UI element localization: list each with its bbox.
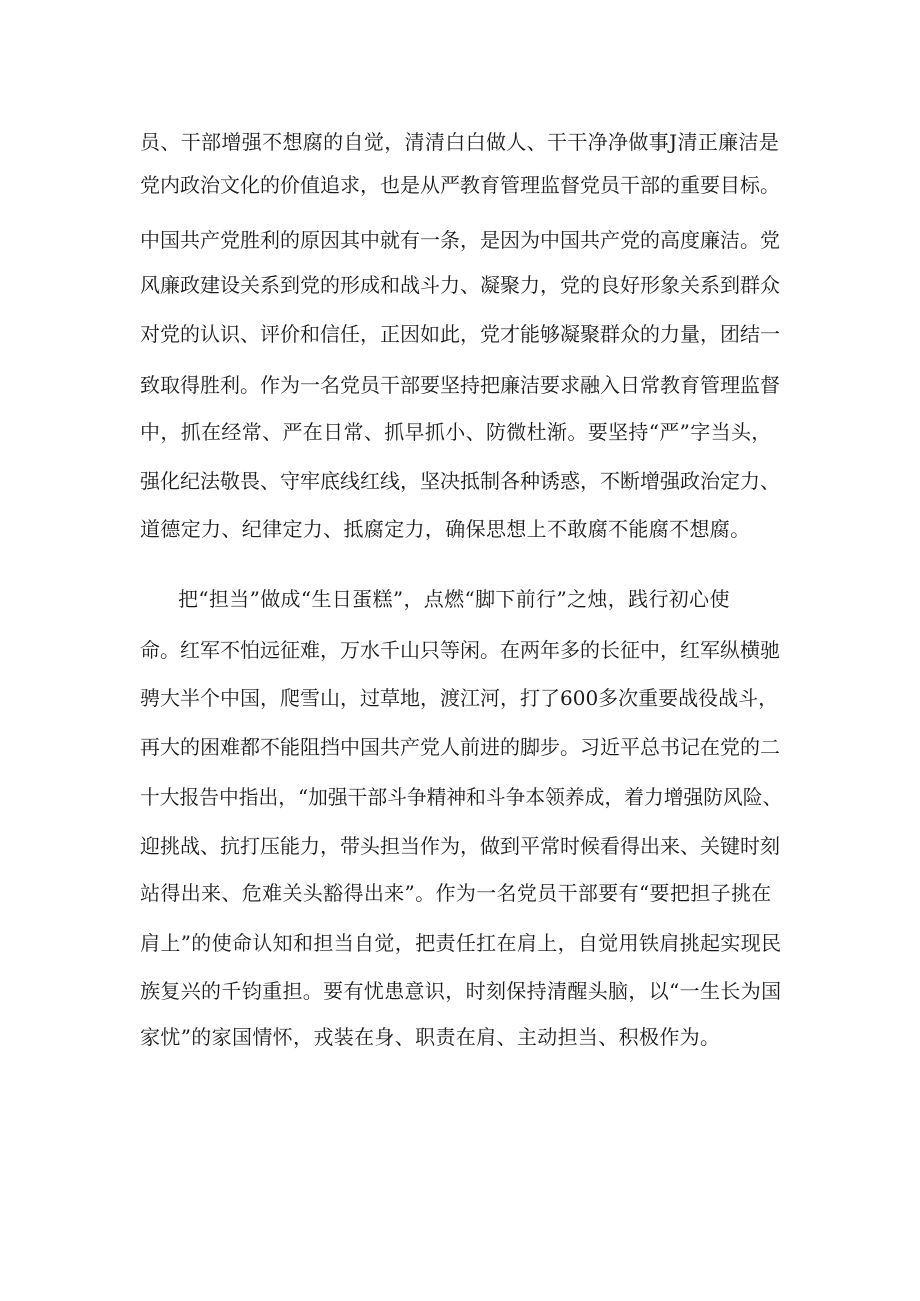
text-line: 中，抓在经常、严在日常、抓早抓小、防微杜渐。要坚持“严”字当头， xyxy=(140,420,772,444)
text-line: 对党的认识、评价和信任，正因如此，党才能够凝聚群众的力量，团结一 xyxy=(140,322,780,346)
text-line: 命。红军不怕远征难，万水千山只等闲。在两年多的长征中，红军纵横驰 xyxy=(140,638,780,662)
text-line: 党内政治文化的价值追求，也是从严教育管理监督党员干部的重要目标。 xyxy=(140,173,780,197)
text-line: 站得出来、危难关头豁得出来”。作为一名党员干部要有“要把担子挑在 xyxy=(140,881,772,905)
text-line: 家忧”的家国情怀，戎装在身、职责在肩、主动担当、积极作为。 xyxy=(140,1025,721,1049)
text-line: 强化纪法敬畏、守牢底线红线，坚决抵制各种诱惑，不断增强政治定力、 xyxy=(140,469,780,493)
text-line: 风廉政建设关系到党的形成和战斗力、凝聚力，党的良好形象关系到群众 xyxy=(140,273,780,297)
text-line: 致取得胜利。作为一名党员干部要坚持把廉洁要求融入日常教育管理监督 xyxy=(140,373,780,397)
text-line: 道德定力、纪律定力、抵腐定力，确保思想上不敢腐不能腐不想腐。 xyxy=(140,517,751,541)
text-line: 骋大半个中国，爬雪山，过草地，渡江河，打了600多次重要战役战斗， xyxy=(140,686,779,710)
text-line: 员、干部增强不想腐的自觉，清清白白做人、干干净净做事J清正廉洁是 xyxy=(140,130,780,154)
text-line: 族复兴的千钧重担。要有忧患意识，时刻保持清醒头脑，以“一生长为国 xyxy=(140,979,782,1003)
text-line: 肩上”的使命认知和担当自觉，把责任扛在肩上，自觉用铁肩挑起实现民 xyxy=(140,931,782,955)
text-line: 中国共产党胜利的原因其中就有一条，是因为中国共产党的高度廉洁。党 xyxy=(140,228,780,252)
text-line: 把“担当”做成“生日蛋糕”，点燃“脚下前行”之烛，践行初心使 xyxy=(178,587,730,611)
text-line: 迎挑战、抗打压能力，带头担当作为，做到平常时候看得出来、关键时刻 xyxy=(140,834,780,858)
text-line: 再大的困难都不能阻挡中国共产党人前进的脚步。习近平总书记在党的二 xyxy=(140,735,780,759)
text-line: 十大报告中指出，“加强干部斗争精神和斗争本领养成，着力增强防风险、 xyxy=(140,785,783,809)
